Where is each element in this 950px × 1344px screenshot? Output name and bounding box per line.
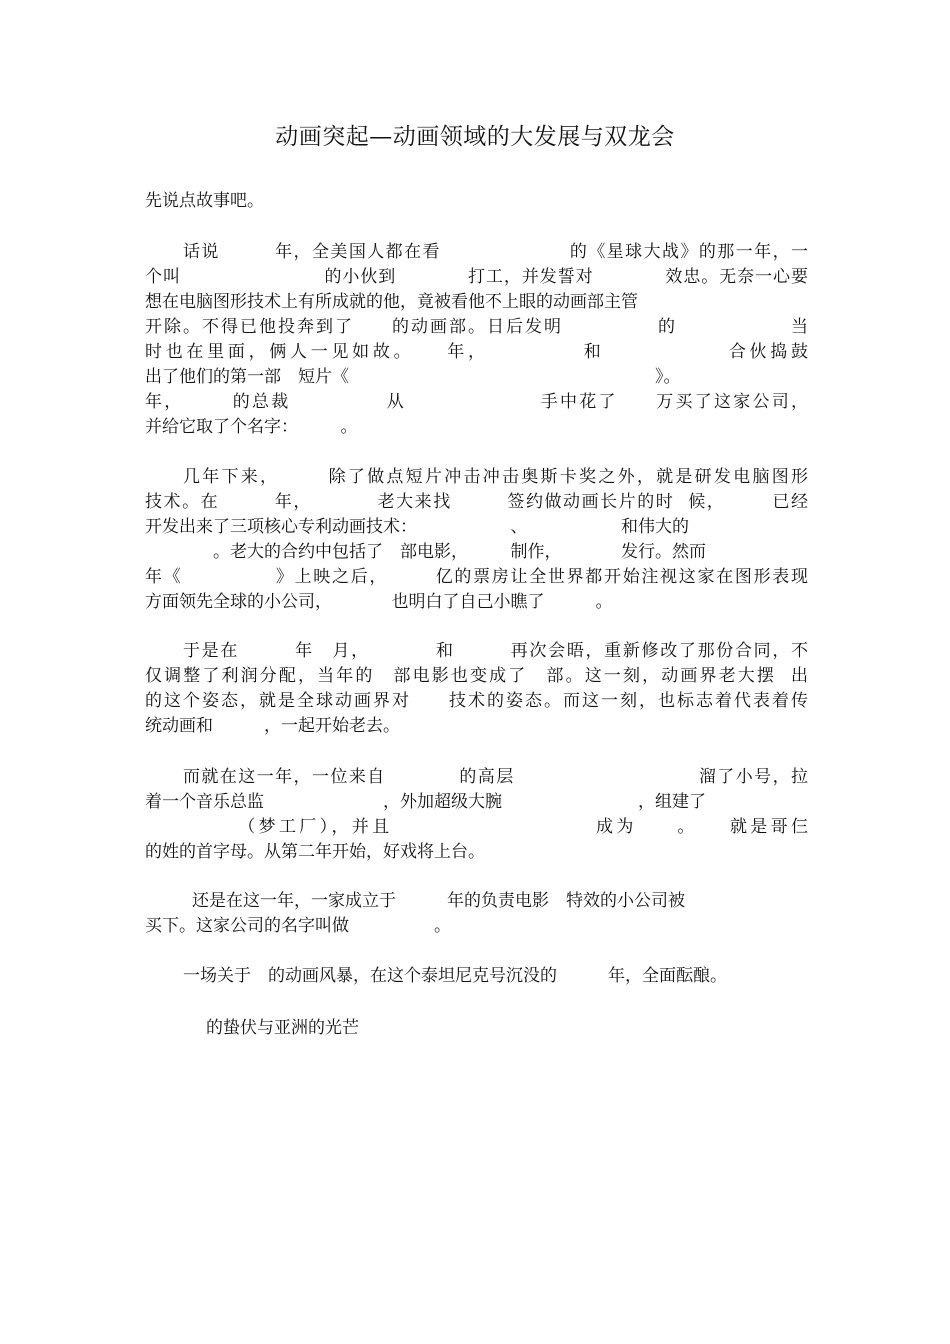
paragraph-line: 年《 》上映之后， 亿的票房让全世界都开始注视这家在图形表现 <box>145 567 808 587</box>
paragraph-line: 年， 的总裁 从 手中花了 万买了这家公司， <box>145 392 808 412</box>
section-heading: 的蛰伏与亚洲的光芒 <box>206 1018 359 1038</box>
paragraph-line: 先说点故事吧。 <box>145 191 264 211</box>
paragraph-line: 着一个音乐总监 ，外加超级大腕 ，组建了 <box>145 792 706 812</box>
paragraph-line: 一场关于 的动画风暴，在这个泰坦尼克号沉没的 年，全面酝酿。 <box>183 966 727 986</box>
paragraph-line: 还是在这一年，一家成立于 年的负责电影 特效的小公司被 <box>192 891 685 911</box>
paragraph-line: 技术。在 年， 老大来找 签约做动画长片的时 候， 已经 <box>145 492 808 512</box>
paragraph-line: （梦工厂），并且 成为 。 就是哥仨 <box>145 817 808 837</box>
paragraph-line: 统动画和 ，一起开始老去。 <box>145 716 400 736</box>
paragraph-line: 。老大的合约中包括了 部电影， 制作， 发行。然而 <box>145 542 706 562</box>
paragraph-line: 而就在这一年，一位来自 的高层 溜了小号，拉 <box>183 767 808 787</box>
paragraph-line: 的这个姿态，就是全球动画界对 技术的姿态。而这一刻，也标志着代表着传 <box>145 691 808 711</box>
paragraph-line: 想在电脑图形技术上有所成就的他，竟被看他不上眼的动画部主管 <box>145 292 638 312</box>
paragraph-line: 仅调整了利润分配，当年的 部电影也变成了 部。这一刻，动画界老大摆 出 <box>145 666 808 686</box>
paragraph-line: 话说 年，全美国人都在看 的《星球大战》的那一年，一 <box>183 242 808 262</box>
paragraph-line: 个叫 的小伙到 打工，并发誓对 效忠。无奈一心要 <box>145 267 808 287</box>
paragraph-line: 开发出来了三项核心专利动画技术： 、 和伟大的 <box>145 517 689 537</box>
paragraph-line: 的姓的首字母。从第二年开始，好戏将上台。 <box>145 842 485 862</box>
paragraph-line: 开除。不得已他投奔到了 的动画部。日后发明 的 当 <box>145 317 808 337</box>
paragraph-line: 几年下来， 除了做点短片冲击冲击奥斯卡奖之外，就是研发电脑图形 <box>183 467 808 487</box>
paragraph-line: 买下。这家公司的名字叫做 。 <box>145 916 451 936</box>
paragraph-line: 于是在 年 月， 和 再次会晤，重新修改了那份合同，不 <box>183 641 808 661</box>
paragraph-line: 方面领先全球的小公司， 也明白了自己小瞧了 。 <box>145 592 613 612</box>
paragraph-line: 出了他们的第一部 短片《 》。 <box>145 367 681 387</box>
paragraph-line: 并给它取了个名字： 。 <box>145 417 358 437</box>
document-title: 动画突起—动画领域的大发展与双龙会 <box>275 124 675 150</box>
paragraph-line: 时也在里面，俩人一见如故。 年， 和 合伙捣鼓 <box>145 342 808 362</box>
